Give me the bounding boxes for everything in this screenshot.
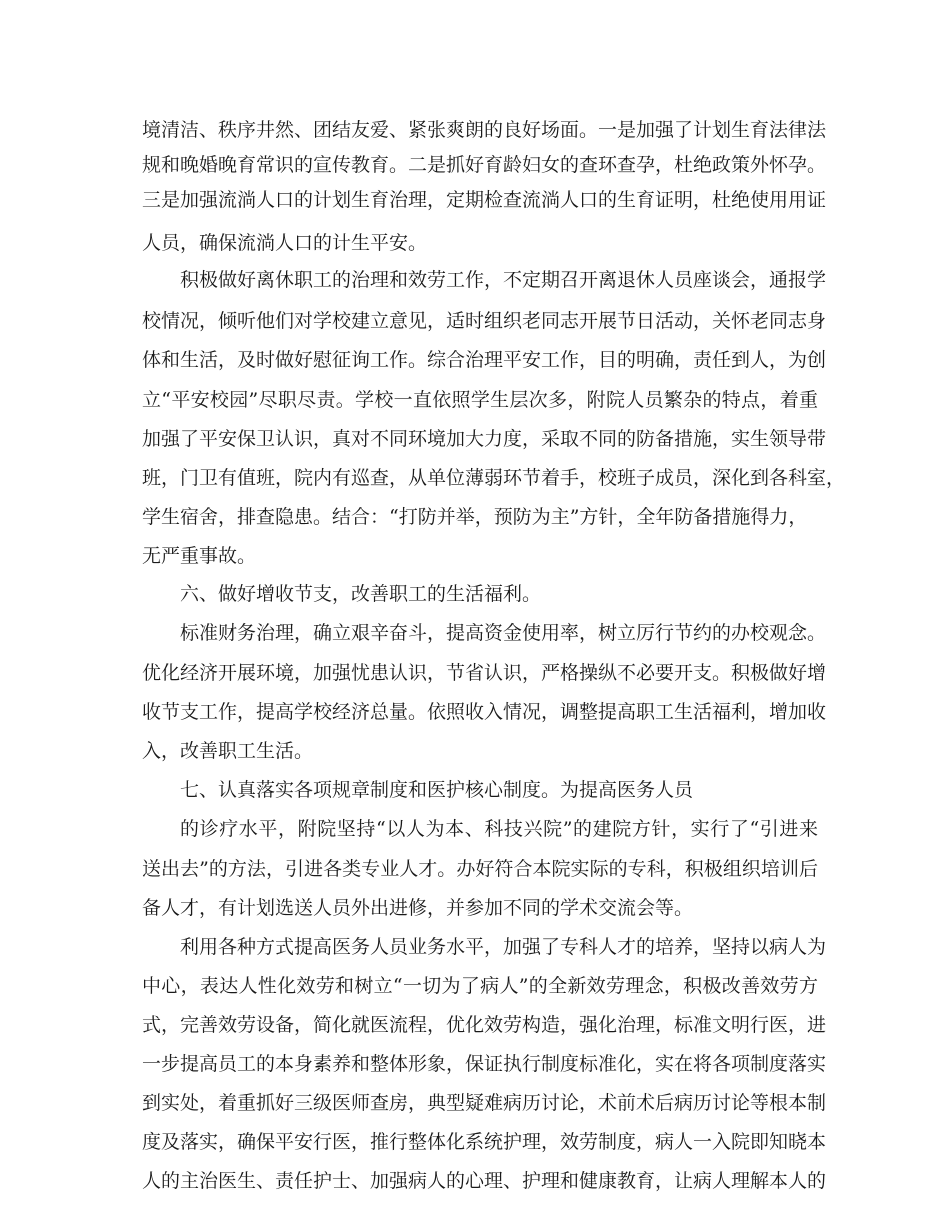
text-line: 度及落实，确保平安行医，推行整体化系统护理，效劳制度，病人一入院即知晓本 [142, 1131, 827, 1153]
text-line: 一步提高员工的本身素养和整体形象，保证执行制度标准化，实在将各项制度落实 [142, 1053, 827, 1075]
paragraph-start-line: 标准财务治理，确立艰辛奋斗，提高资金使用率，树立厉行节约的办校观念。 [180, 622, 827, 644]
text-line: 学生宿舍，排查隐患。结合：“打防并举，预防为主”方针，全年防备措施得力， [142, 506, 808, 528]
text-line: 收节支工作，提高学校经济总量。依照收入情况，调整提高职工生活福利，增加收 [142, 701, 827, 723]
text-line: 规和晚婚晚育常识的宣传教育。二是抓好育龄妇女的查环查孕，杜绝政策外怀孕。 [142, 154, 827, 176]
text-line: 到实处，着重抓好三级医师查房，典型疑难病历讨论，术前术后病历讨论等根本制 [142, 1092, 827, 1114]
text-line: 中心，表达人性化效劳和树立“一切为了病人”的全新效劳理念，积极改善效劳方 [142, 975, 818, 997]
text-line: 校情况，倾听他们对学校建立意见，适时组织老同志开展节日活动，关怀老同志身 [142, 310, 827, 332]
text-line: 加强了平安保卫认识，真对不同环境加大力度，采取不同的防备措施，实生领导带 [142, 428, 827, 450]
text-line: 送出去”的方法，引进各类专业人才。办好符合本院实际的专科，积极组织培训后 [142, 858, 818, 880]
text-line: 无严重事故。 [142, 545, 257, 567]
section-heading: 七、认真落实各项规章制度和医护核心制度。为提高医务人员 [180, 779, 694, 801]
text-line: 三是加强流淌人口的计划生育治理，定期检查流淌人口的生育证明，杜绝使用用证 [142, 189, 827, 211]
text-line: 境清洁、秩序井然、团结友爱、紧张爽朗的良好场面。一是加强了计划生育法律法 [142, 119, 827, 141]
paragraph-start-line: 利用各种方式提高医务人员业务水平，加强了专科人才的培养，坚持以病人为 [180, 936, 827, 958]
text-line: 优化经济开展环境，加强忧患认识，节省认识，严格操纵不必要开支。积极做好增 [142, 662, 827, 684]
text-line: 式，完善效劳设备，简化就医流程，优化效劳构造，强化治理，标准文明行医，进 [142, 1014, 827, 1036]
text-line: 立“平安校园”尽职尽责。学校一直依照学生层次多，附院人员繁杂的特点，着重 [142, 389, 818, 411]
section-heading: 六、做好增收节支，改善职工的生活福利。 [180, 583, 542, 605]
text-line: 体和生活，及时做好慰征询工作。综合治理平安工作，目的明确，责任到人，为创 [142, 349, 827, 371]
paragraph-start-line: 的诊疗水平，附院坚持“以人为本、科技兴院”的建院方针，实行了“引进来 [180, 818, 818, 840]
text-line: 备人才，有计划选送人员外出进修，并参加不同的学术交流会等。 [142, 897, 694, 919]
text-line: 入，改善职工生活。 [142, 740, 314, 762]
paragraph-start-line: 积极做好离休职工的治理和效劳工作，不定期召开离退休人员座谈会，通报学 [180, 269, 827, 291]
text-line: 人的主治医生、责任护士、加强病人的心理、护理和健康教育，让病人理解本人的 [142, 1170, 827, 1192]
text-line: 人员，确保流淌人口的计生平安。 [142, 232, 428, 254]
text-line: 班，门卫有值班，院内有巡查，从单位薄弱环节着手，校班子成员，深化到各科室， [142, 467, 846, 489]
